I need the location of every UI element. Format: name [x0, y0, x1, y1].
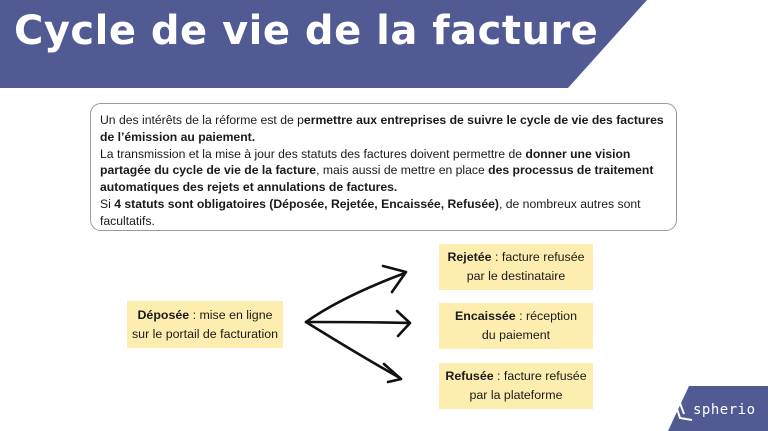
- status-refusee-name: Refusée: [445, 369, 494, 383]
- text-segment-2: , mais aussi de mettre en place: [316, 163, 489, 178]
- status-rejetee-note: [439, 244, 593, 290]
- status-rejetee-desc1: : facture refusée: [491, 250, 585, 264]
- status-refusee-note: [439, 363, 593, 409]
- arrowhead-refusee: [384, 364, 401, 382]
- bold-segment-1: donner une vision partagée du cycle de vie de la facture: [100, 146, 631, 178]
- page-title: Cycle de vie de la facture: [14, 8, 599, 54]
- status-refusee-desc2: par la plateforme: [469, 388, 563, 402]
- status-rejetee-desc2: par le destinataire: [466, 269, 566, 283]
- status-deposee-name: Déposée: [137, 307, 190, 322]
- status-deposee-desc1: : mise en ligne: [189, 307, 273, 322]
- text-segment-2: , de nombreux autres sont facultatifs.: [100, 196, 641, 228]
- brand-name: spherio: [693, 402, 756, 418]
- text-segment-0: La transmission et la mise à jour des statuts des factures doivent permettre de: [100, 146, 526, 161]
- bold-segment-1: 4 statuts sont obligatoires (Déposée, Rejetée, Encaissée, Refusée): [114, 196, 499, 211]
- status-encaissee-desc1: : réception: [515, 309, 577, 323]
- arrow-to-rejetee: [306, 273, 405, 322]
- status-encaissee-name: Encaissée: [455, 309, 516, 323]
- text-segment-0: Un des intérêts de la réforme est de p: [100, 113, 304, 127]
- bold-segment-1: ermettre aux entreprises de suivre le cycle de vie des factures de l’émission au paiement.: [100, 113, 664, 144]
- text-segment-0: Si: [100, 196, 115, 211]
- arrow-to-refusee: [306, 322, 400, 378]
- status-encaissee-note: [439, 303, 593, 349]
- status-encaissee-desc2: du paiement: [481, 328, 551, 342]
- status-rejetee-name: Rejetée: [447, 250, 492, 264]
- status-refusee-desc1: : facture refusée: [493, 369, 587, 383]
- status-deposee-note: [127, 301, 283, 348]
- bold-segment-3: des processus de traitement automatiques des rejets et annulations de factures.: [100, 163, 654, 195]
- arrow-to-encaissee: [306, 322, 409, 323]
- status-deposee-desc2: sur le portail de facturation: [131, 326, 278, 341]
